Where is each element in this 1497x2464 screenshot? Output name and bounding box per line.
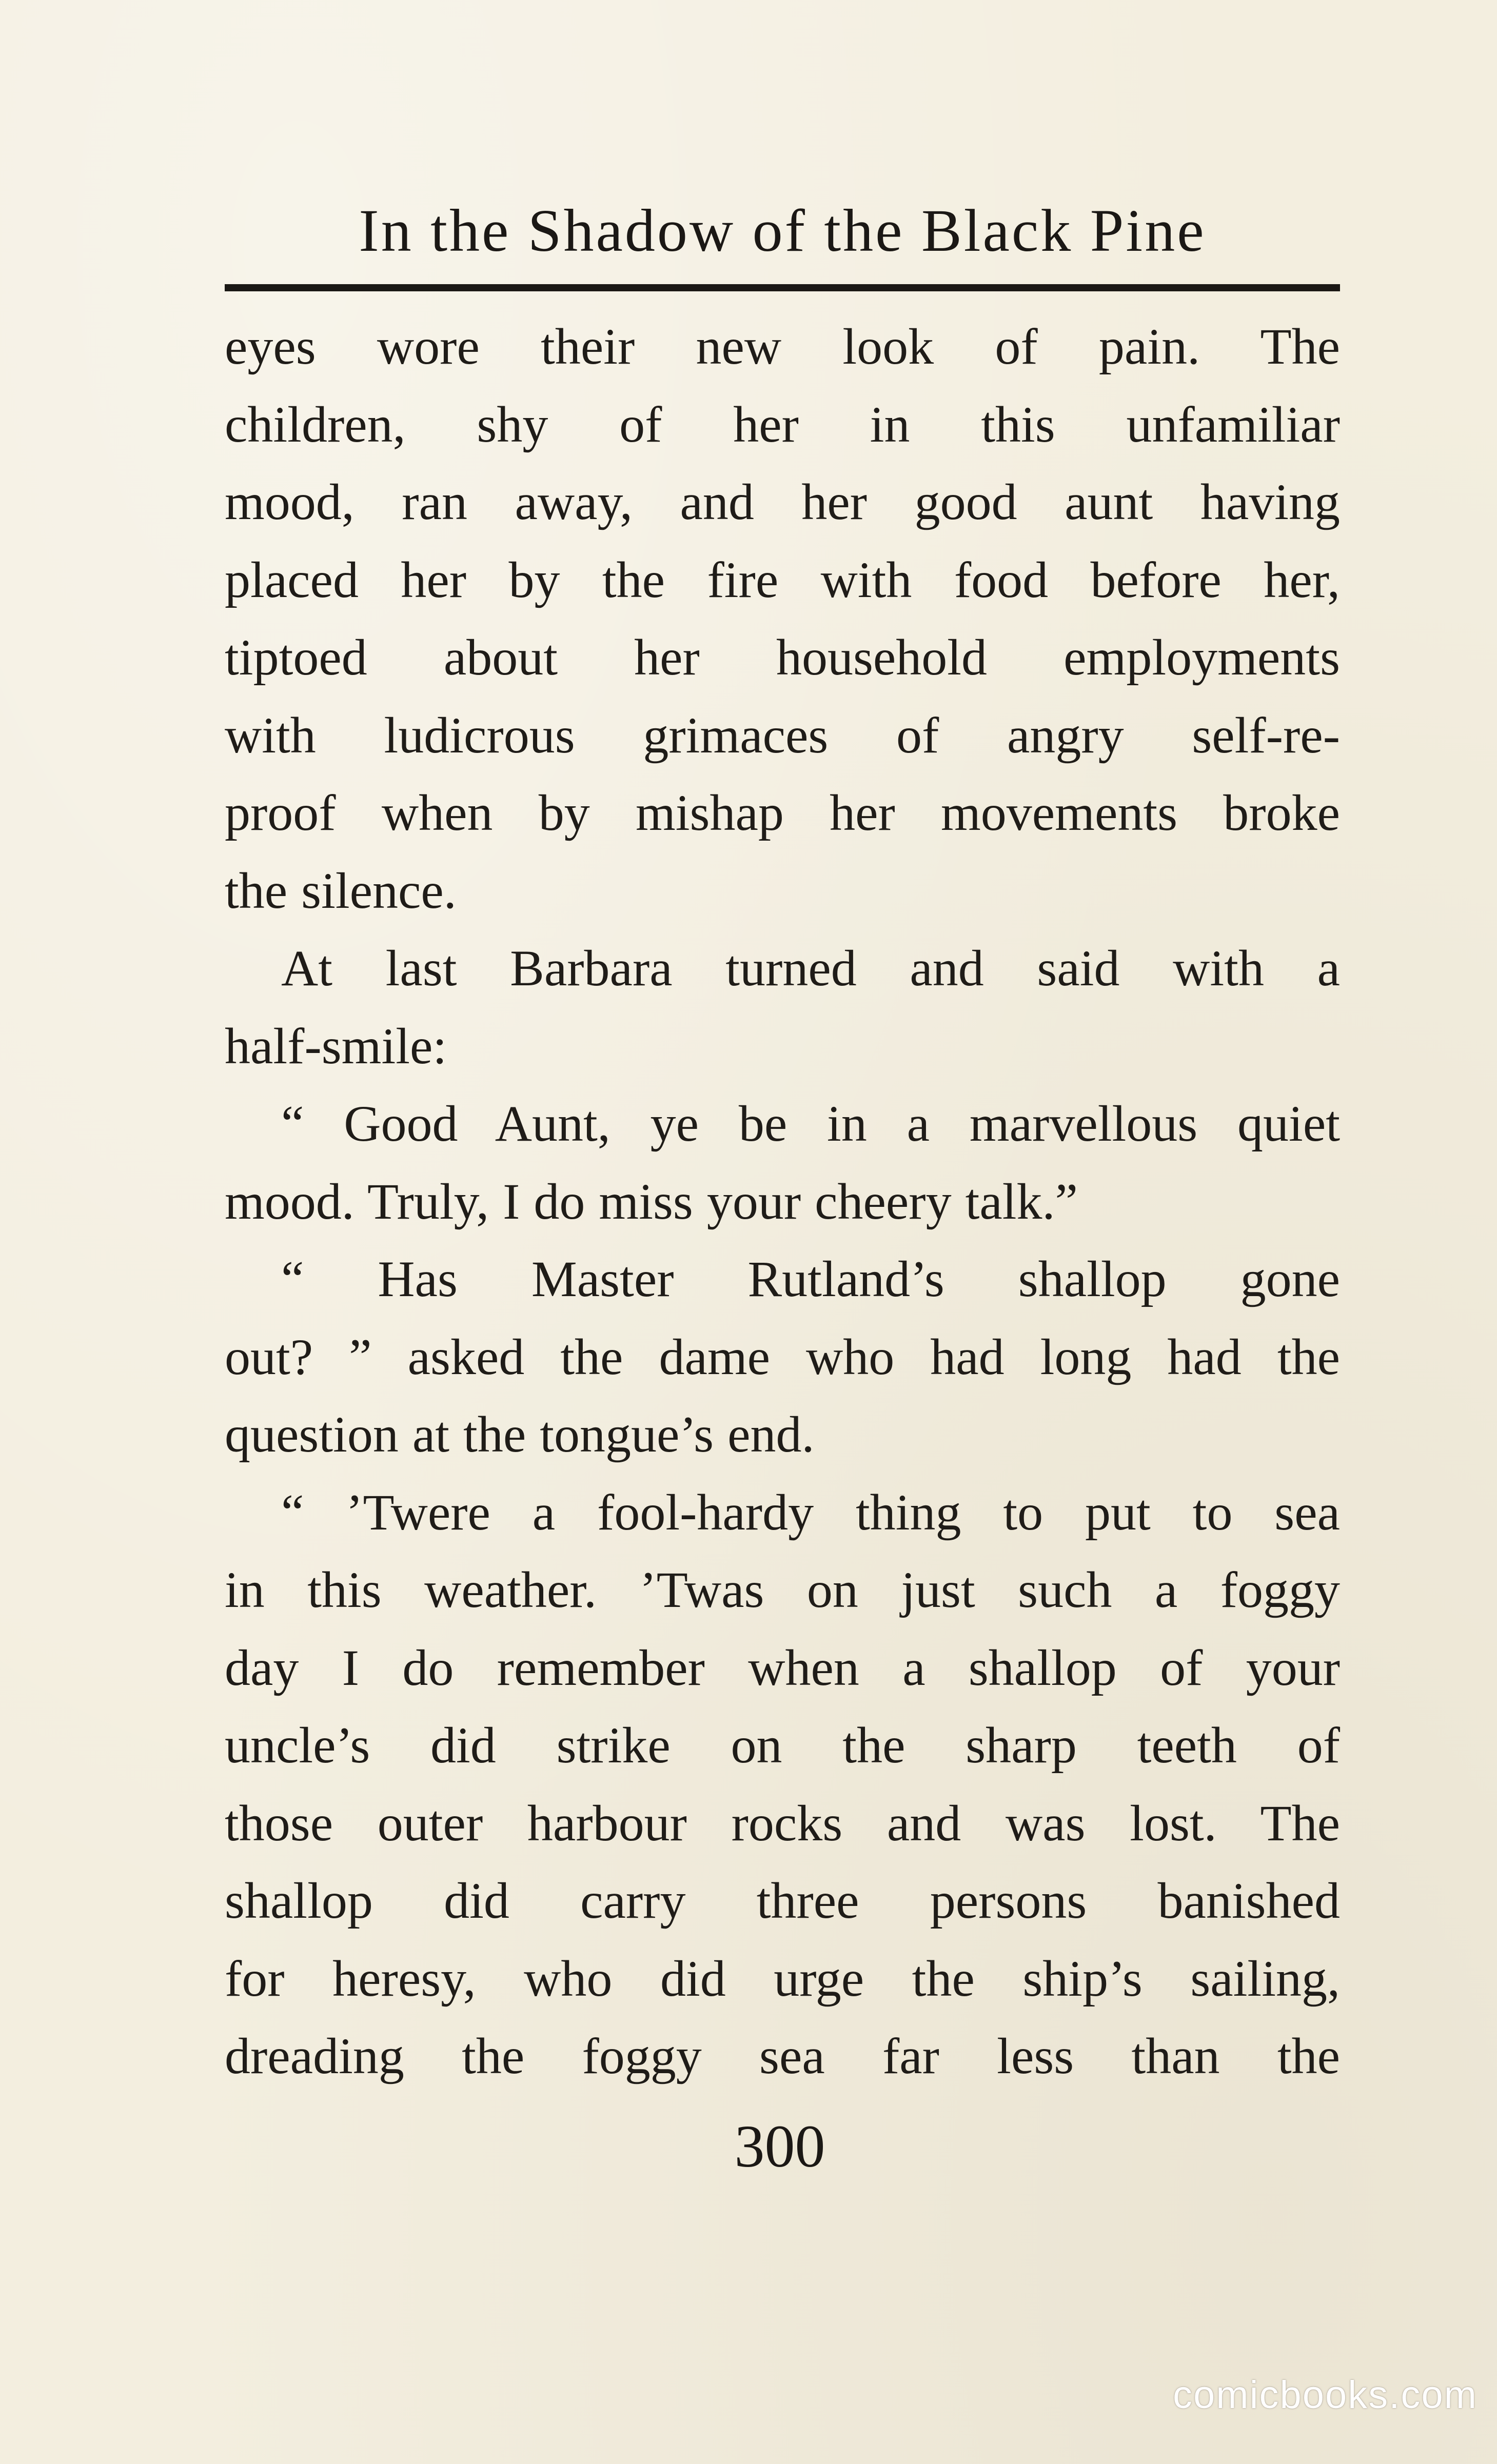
text-line: day I do remember when a shallop of your (225, 1639, 1340, 1696)
text-line: dreading the foggy sea far less than the (225, 2028, 1340, 2084)
body-text (225, 308, 1340, 2095)
text-line: “ Good Aunt, ye be in a marvellous quiet (281, 1095, 1340, 1152)
text-line: shallop did carry three persons banished (225, 1872, 1340, 1929)
text-line: the silence. (225, 862, 457, 919)
text-line: out? ” asked the dame who had long had the (225, 1328, 1340, 1385)
text-line: “ ’Twere a fool-hardy thing to put to sea (281, 1483, 1340, 1541)
text-line: eyes wore their new look of pain. The (225, 318, 1340, 375)
page-number: 300 (734, 2113, 825, 2180)
text-line: At last Barbara turned and said with a (281, 940, 1340, 997)
text-line: half-smile: (225, 1017, 447, 1075)
text-line: with ludicrous grimaces of angry self-re- (225, 706, 1340, 764)
text-line: proof when by mishap her movements broke (225, 784, 1340, 841)
text-line: mood, ran away, and her good aunt having (225, 473, 1340, 530)
text-line: placed her by the fire with food before her, (225, 551, 1340, 608)
text-line: those outer harbour rocks and was lost. The (225, 1794, 1340, 1852)
running-head: In the Shadow of the Black Pine (359, 197, 1206, 264)
text-line: tiptoed about her household employments (225, 629, 1340, 686)
text-line: for heresy, who did urge the ship’s sailing, (225, 1950, 1340, 2007)
text-line: in this weather. ’Twas on just such a foggy (225, 1561, 1340, 1618)
watermark: comicbooks.com (1173, 2373, 1478, 2417)
head-rule (225, 284, 1340, 291)
text-line: children, shy of her in this unfamiliar (225, 395, 1340, 453)
text-line: question at the tongue’s end. (225, 1406, 815, 1463)
text-line: “ Has Master Rutland’s shallop gone (281, 1250, 1340, 1307)
text-line: uncle’s did strike on the sharp teeth of (225, 1717, 1340, 1774)
text-line: mood. Truly, I do miss your cheery talk.” (225, 1173, 1078, 1230)
